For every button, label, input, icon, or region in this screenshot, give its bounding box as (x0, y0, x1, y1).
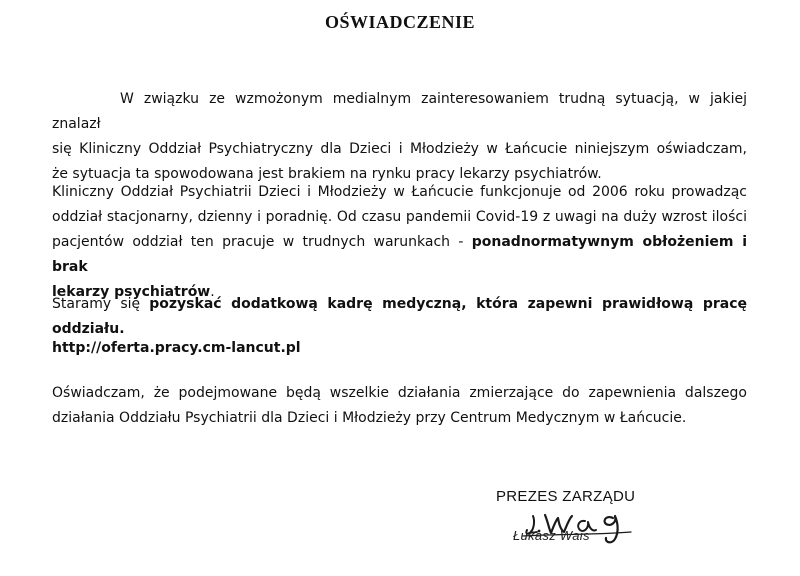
paragraph-line: Oświadczam, że podejmowane będą wszelkie działania zmierzające do zapewnienia dalszego (52, 385, 747, 401)
signatory-name: Łukasz Wais (513, 528, 590, 543)
document-title: OŚWIADCZENIE (324, 12, 476, 32)
paragraph-line: że sytuacja ta spowodowana jest brakiem na rynku pracy lekarzy psychiatrów. (52, 166, 602, 182)
paragraph-recruitment (52, 292, 747, 342)
emphasis-text: ponadnormatywnym obłożeniem i brak (52, 234, 748, 275)
paragraph-line: Kliniczny Oddział Psychiatrii Dzieci i Młodzieży w Łańcucie funkcjonuje od 2006 roku prowadząc (52, 184, 747, 200)
paragraph-line: W związku ze wzmożonym medialnym zainteresowaniem trudną sytuacją, w jakiej znalazł (52, 91, 747, 132)
paragraph-line: się Kliniczny Oddział Psychiatryczny dla Dzieci i Młodzieży w Łańcucie niniejszym oświadczam, (52, 141, 747, 157)
paragraph-declaration (52, 381, 747, 431)
emphasis-text: lekarzy psychiatrów (52, 284, 211, 300)
job-offer-link[interactable]: http://oferta.pracy.cm-lancut.pl (52, 340, 301, 356)
paragraph-link (52, 336, 747, 361)
signature-role: PREZES ZARZĄDU (496, 488, 636, 505)
paragraph-text: . (210, 284, 215, 300)
paragraph-ward-info (52, 180, 747, 305)
emphasis-text: pozyskać dodatkową kadrę medyczną, która zapewni prawidłową pracę oddziału. (52, 296, 747, 337)
paragraph-line: oddział stacjonarny, dzienny i poradnię. Od czasu pandemii Covid-19 z uwagi na duży wzrost ilości (52, 209, 747, 225)
signature-block (485, 488, 665, 558)
paragraph-line: działania Oddziału Psychiatrii dla Dzieci i Młodzieży przy Centrum Medycznym w Łańcucie. (52, 410, 687, 426)
paragraph-text: Staramy się (52, 296, 150, 312)
paragraph-line (52, 230, 747, 280)
paragraph-line (52, 292, 747, 342)
paragraph-text: pacjentów oddział ten pracuje w trudnych warunkach - (52, 234, 472, 250)
paragraph-situation (52, 87, 747, 187)
handwritten-signature (485, 488, 665, 558)
